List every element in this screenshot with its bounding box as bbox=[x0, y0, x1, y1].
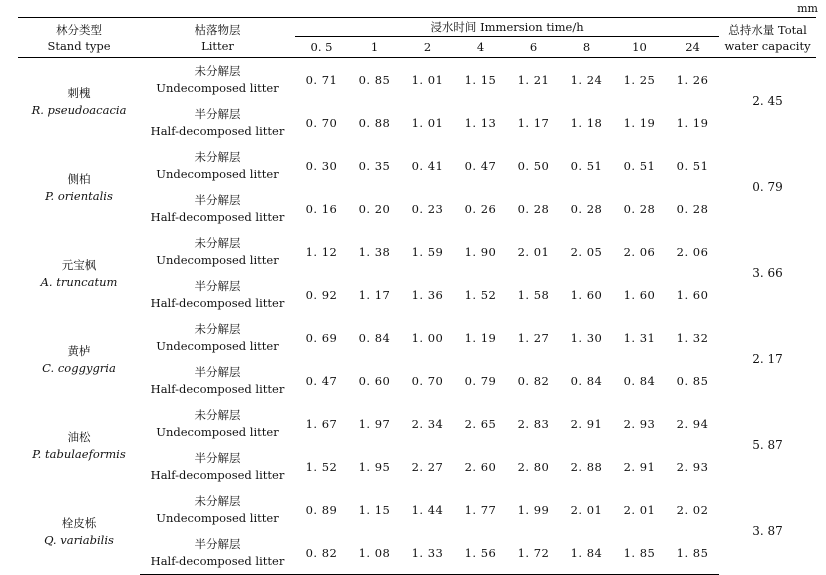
stand-type-en: R. pseudoacacia bbox=[31, 103, 127, 117]
value-cell: 1. 01 bbox=[411, 72, 444, 87]
value-cell: 0. 28 bbox=[570, 201, 603, 216]
value-cell: 0. 41 bbox=[411, 158, 444, 173]
litter-layer-en: Half-decomposed litter bbox=[150, 382, 285, 396]
total-capacity-cell: 3. 87 bbox=[752, 524, 783, 539]
litter-layer-cn: 半分解层 bbox=[194, 537, 241, 551]
litter-layer-en: Undecomposed litter bbox=[156, 167, 279, 181]
litter-layer-cn: 半分解层 bbox=[194, 107, 241, 121]
litter-layer-cn: 未分解层 bbox=[194, 322, 241, 336]
value-cell: 1. 32 bbox=[676, 330, 709, 345]
value-cell: 1. 17 bbox=[358, 287, 391, 302]
value-cell: 1. 18 bbox=[570, 115, 603, 130]
total-capacity-cell: 2. 45 bbox=[752, 94, 783, 108]
value-cell: 2. 65 bbox=[464, 416, 497, 431]
litter-header bbox=[140, 18, 295, 58]
value-cell: 2. 01 bbox=[570, 502, 603, 517]
stand-type-en: P. tabulaeformis bbox=[32, 447, 126, 461]
value-cell: 0. 79 bbox=[464, 373, 497, 388]
value-cell: 1. 60 bbox=[676, 287, 709, 302]
value-cell: 1. 12 bbox=[305, 244, 338, 259]
time-header-cell: 1 bbox=[348, 37, 401, 58]
litter-layer-en: Half-decomposed litter bbox=[150, 296, 285, 310]
litter-layer-cn: 半分解层 bbox=[194, 193, 241, 207]
table-row bbox=[18, 58, 816, 102]
immersion-time-header: 浸水时间 Immersion time/h bbox=[295, 18, 719, 37]
value-cell: 0. 84 bbox=[570, 373, 603, 388]
stand-type-en: P. orientalis bbox=[45, 189, 113, 203]
value-cell: 0. 60 bbox=[358, 373, 391, 388]
litter-layer-cn: 未分解层 bbox=[194, 408, 241, 422]
litter-layer-cell bbox=[140, 187, 295, 230]
litter-layer-cn: 半分解层 bbox=[194, 451, 241, 465]
total-capacity-cell: 3. 66 bbox=[752, 266, 783, 280]
value-cell: 1. 85 bbox=[613, 531, 666, 575]
stand-type-cell bbox=[18, 144, 140, 230]
value-cell: 2. 93 bbox=[623, 416, 656, 431]
value-cell: 0. 47 bbox=[305, 373, 338, 388]
value-cell: 0. 70 bbox=[305, 115, 338, 130]
litter-layer-cn: 未分解层 bbox=[194, 150, 241, 164]
value-cell: 0. 85 bbox=[358, 72, 391, 87]
table-row bbox=[18, 488, 816, 531]
litter-layer-cell bbox=[140, 402, 295, 445]
stand-type-cell bbox=[18, 58, 140, 145]
value-cell: 2. 88 bbox=[570, 459, 603, 474]
value-cell: 0. 16 bbox=[305, 201, 338, 216]
time-header-cell: 24 bbox=[666, 37, 719, 58]
time-header-cell: 6 bbox=[507, 37, 560, 58]
litter-layer-cell bbox=[140, 230, 295, 273]
stand-type-cn: 黄栌 bbox=[67, 344, 91, 358]
value-cell: 0. 51 bbox=[676, 158, 709, 173]
litter-layer-cell bbox=[140, 273, 295, 316]
value-cell: 1. 84 bbox=[560, 531, 613, 575]
value-cell: 1. 21 bbox=[517, 72, 550, 87]
value-cell: 1. 85 bbox=[666, 531, 719, 575]
value-cell: 1. 52 bbox=[464, 287, 497, 302]
litter-layer-en: Undecomposed litter bbox=[156, 253, 279, 267]
stand-type-cn: 刺槐 bbox=[67, 86, 91, 100]
value-cell: 1. 52 bbox=[305, 459, 338, 474]
litter-layer-cn: 未分解层 bbox=[194, 236, 241, 250]
value-cell: 2. 34 bbox=[411, 416, 444, 431]
value-cell: 1. 97 bbox=[358, 416, 391, 431]
value-cell: 1. 24 bbox=[570, 72, 603, 87]
value-cell: 1. 26 bbox=[676, 72, 709, 87]
stand-type-en: C. coggygria bbox=[42, 361, 116, 375]
litter-layer-cell bbox=[140, 144, 295, 187]
value-cell: 0. 84 bbox=[623, 373, 656, 388]
value-cell: 0. 88 bbox=[358, 115, 391, 130]
table-row bbox=[18, 402, 816, 445]
value-cell: 1. 15 bbox=[464, 72, 497, 87]
litter-layer-en: Half-decomposed litter bbox=[150, 554, 285, 568]
value-cell: 1. 99 bbox=[517, 502, 550, 517]
stand-type-en: A. truncatum bbox=[40, 275, 118, 289]
litter-layer-en: Half-decomposed litter bbox=[150, 124, 285, 138]
value-cell: 1. 77 bbox=[464, 502, 497, 517]
value-cell: 1. 95 bbox=[358, 459, 391, 474]
total-capacity-cell: 0. 79 bbox=[752, 180, 783, 194]
value-cell: 2. 91 bbox=[623, 459, 656, 474]
value-cell: 0. 28 bbox=[676, 201, 709, 216]
value-cell: 0. 92 bbox=[305, 287, 338, 302]
value-cell: 0. 84 bbox=[358, 330, 391, 345]
value-cell: 2. 80 bbox=[517, 459, 550, 474]
table-row bbox=[18, 144, 816, 187]
stand-type-header bbox=[18, 18, 140, 58]
unit-label: mm bbox=[797, 2, 818, 15]
stand-type-cn: 元宝枫 bbox=[61, 258, 97, 272]
value-cell: 0. 69 bbox=[305, 330, 338, 345]
value-cell: 1. 58 bbox=[517, 287, 550, 302]
value-cell: 0. 20 bbox=[358, 201, 391, 216]
value-cell: 1. 19 bbox=[676, 115, 709, 130]
value-cell: 0. 89 bbox=[305, 502, 338, 517]
value-cell: 0. 82 bbox=[517, 373, 550, 388]
value-cell: 0. 71 bbox=[305, 72, 338, 87]
litter-layer-cn: 半分解层 bbox=[194, 365, 241, 379]
litter-layer-cell bbox=[140, 445, 295, 488]
value-cell: 0. 50 bbox=[517, 158, 550, 173]
litter-water-table bbox=[18, 17, 816, 575]
litter-header-en: Litter bbox=[201, 38, 234, 53]
value-cell: 2. 01 bbox=[517, 244, 550, 259]
value-cell: 1. 25 bbox=[623, 72, 656, 87]
value-cell: 1. 19 bbox=[623, 115, 656, 130]
value-cell: 2. 01 bbox=[623, 502, 656, 517]
table-row bbox=[18, 316, 816, 359]
stand-type-cell bbox=[18, 488, 140, 575]
litter-layer-cell bbox=[140, 488, 295, 531]
value-cell: 1. 33 bbox=[401, 531, 454, 575]
value-cell: 1. 31 bbox=[623, 330, 656, 345]
value-cell: 2. 02 bbox=[676, 502, 709, 517]
litter-layer-cell bbox=[140, 316, 295, 359]
litter-layer-cn: 半分解层 bbox=[194, 279, 241, 293]
litter-layer-cell bbox=[140, 58, 295, 102]
value-cell: 1. 08 bbox=[348, 531, 401, 575]
value-cell: 2. 27 bbox=[411, 459, 444, 474]
litter-layer-en: Half-decomposed litter bbox=[150, 468, 285, 482]
litter-layer-cell bbox=[140, 359, 295, 402]
value-cell: 2. 06 bbox=[676, 244, 709, 259]
value-cell: 1. 17 bbox=[517, 115, 550, 130]
value-cell: 1. 36 bbox=[411, 287, 444, 302]
value-cell: 1. 00 bbox=[411, 330, 444, 345]
litter-layer-en: Half-decomposed litter bbox=[150, 210, 285, 224]
value-cell: 2. 91 bbox=[570, 416, 603, 431]
time-header-cell: 8 bbox=[560, 37, 613, 58]
value-cell: 1. 56 bbox=[454, 531, 507, 575]
value-cell: 0. 23 bbox=[411, 201, 444, 216]
value-cell: 0. 28 bbox=[623, 201, 656, 216]
value-cell: 1. 67 bbox=[305, 416, 338, 431]
litter-layer-cell bbox=[140, 101, 295, 144]
value-cell: 0. 30 bbox=[305, 158, 338, 173]
value-cell: 1. 27 bbox=[517, 330, 550, 345]
value-cell: 0. 70 bbox=[411, 373, 444, 388]
value-cell: 2. 06 bbox=[623, 244, 656, 259]
value-cell: 0. 35 bbox=[358, 158, 391, 173]
litter-layer-cell bbox=[140, 531, 295, 575]
value-cell: 1. 38 bbox=[358, 244, 391, 259]
total-capacity-header-line2: water capacity bbox=[724, 38, 811, 53]
value-cell: 0. 47 bbox=[464, 158, 497, 173]
value-cell: 2. 05 bbox=[570, 244, 603, 259]
litter-layer-en: Undecomposed litter bbox=[156, 339, 279, 353]
value-cell: 1. 90 bbox=[464, 244, 497, 259]
value-cell: 1. 01 bbox=[411, 115, 444, 130]
stand-type-header-cn: 林分类型 bbox=[56, 22, 102, 37]
value-cell: 2. 83 bbox=[517, 416, 550, 431]
litter-layer-cn: 未分解层 bbox=[194, 64, 241, 78]
stand-type-cn: 栓皮栎 bbox=[61, 516, 97, 531]
stand-type-cell bbox=[18, 402, 140, 488]
value-cell: 1. 59 bbox=[411, 244, 444, 259]
total-capacity-cell: 2. 17 bbox=[752, 352, 783, 366]
stand-type-cell bbox=[18, 316, 140, 402]
stand-type-cell bbox=[18, 230, 140, 316]
value-cell: 0. 51 bbox=[570, 158, 603, 173]
value-cell: 1. 72 bbox=[507, 531, 560, 575]
stand-type-cn: 油松 bbox=[67, 430, 91, 444]
stand-type-cn: 侧柏 bbox=[67, 172, 91, 186]
stand-type-header-en: Stand type bbox=[47, 38, 111, 53]
stand-type-en: Q. variabilis bbox=[44, 533, 114, 548]
litter-layer-cn: 未分解层 bbox=[194, 494, 241, 508]
value-cell: 1. 13 bbox=[464, 115, 497, 130]
litter-layer-en: Undecomposed litter bbox=[156, 425, 279, 439]
value-cell: 2. 93 bbox=[676, 459, 709, 474]
litter-header-cn: 枯落物层 bbox=[194, 22, 241, 37]
value-cell: 0. 51 bbox=[623, 158, 656, 173]
value-cell: 0. 28 bbox=[517, 201, 550, 216]
total-capacity-header-line1: 总持水量 Total bbox=[728, 22, 807, 37]
value-cell: 1. 15 bbox=[358, 502, 391, 517]
total-capacity-cell: 5. 87 bbox=[752, 438, 783, 452]
total-capacity-header bbox=[719, 18, 816, 58]
value-cell: 0. 82 bbox=[295, 531, 348, 575]
value-cell: 1. 44 bbox=[411, 502, 444, 517]
time-header-cell: 10 bbox=[613, 37, 666, 58]
value-cell: 1. 30 bbox=[570, 330, 603, 345]
time-header-cell: 0. 5 bbox=[295, 37, 348, 58]
value-cell: 0. 26 bbox=[464, 201, 497, 216]
time-header-cell: 4 bbox=[454, 37, 507, 58]
value-cell: 1. 60 bbox=[623, 287, 656, 302]
time-header-cell: 2 bbox=[401, 37, 454, 58]
value-cell: 2. 60 bbox=[464, 459, 497, 474]
value-cell: 1. 60 bbox=[570, 287, 603, 302]
litter-layer-en: Undecomposed litter bbox=[156, 81, 279, 95]
value-cell: 0. 85 bbox=[676, 373, 709, 388]
table-row bbox=[18, 230, 816, 273]
value-cell: 2. 94 bbox=[676, 416, 709, 431]
value-cell: 1. 19 bbox=[464, 330, 497, 345]
litter-layer-en: Undecomposed litter bbox=[156, 511, 279, 525]
